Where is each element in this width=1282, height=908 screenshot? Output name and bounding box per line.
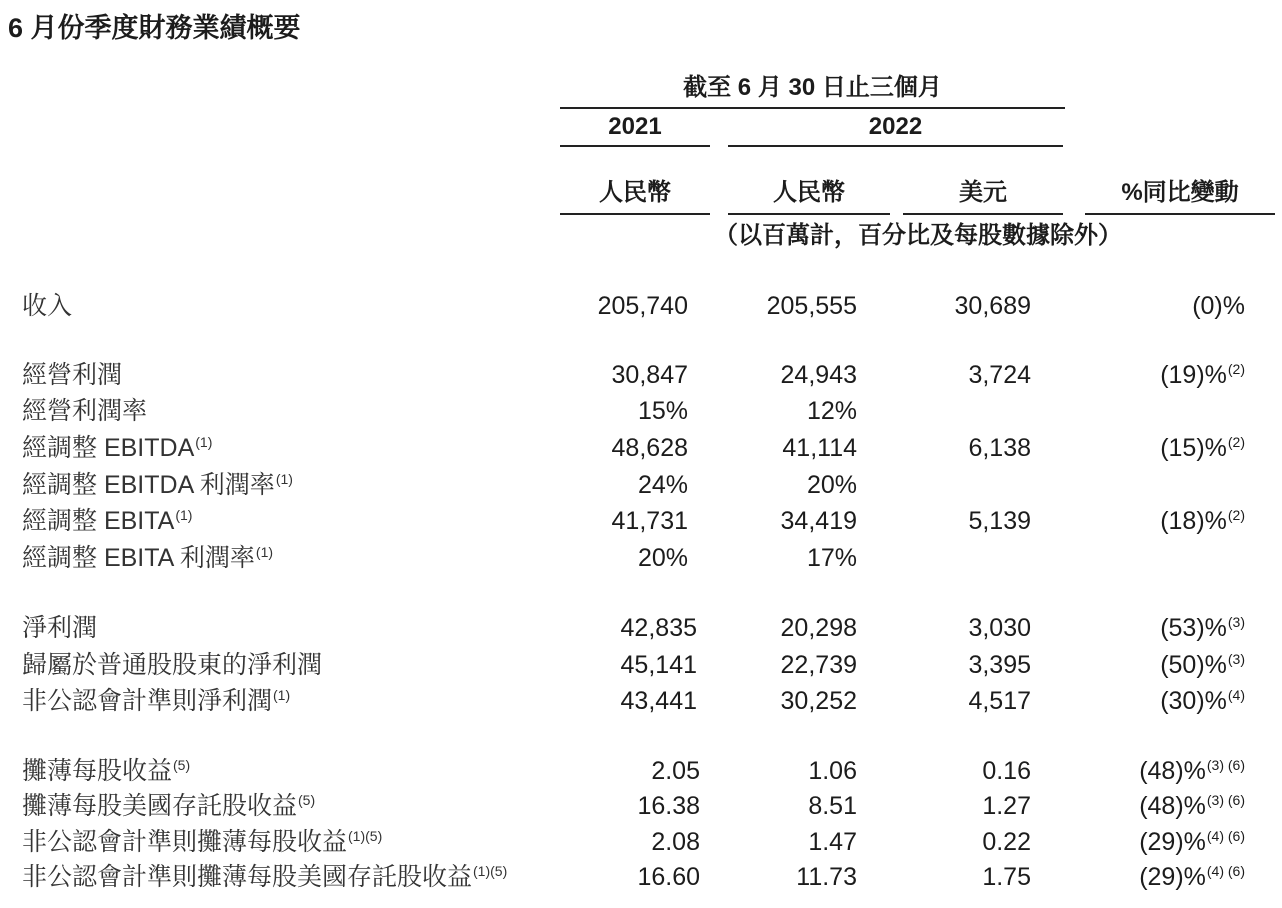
yoy-change	[1160, 507, 1245, 535]
value-2022-rmb: 30,252	[780, 687, 857, 715]
table-row-operating-margin	[0, 397, 1282, 425]
value-2022-rmb: 12%	[806, 397, 857, 425]
value-2022-rmb: 20%	[806, 471, 857, 499]
row-label	[22, 471, 293, 499]
yoy-change	[1139, 757, 1245, 785]
currency-2021-header: 人民幣	[599, 179, 671, 206]
value-2022-usd: 3,395	[968, 651, 1031, 679]
row-label-text: 歸屬於普通股股東的淨利潤	[22, 651, 323, 679]
year-2021-divider	[560, 145, 710, 147]
yoy-footnote: (4) (6)	[1206, 828, 1245, 844]
row-label-text: 經調整 EBITDA 利潤率	[22, 471, 275, 499]
yoy-change	[1160, 614, 1245, 642]
row-label	[22, 544, 273, 572]
row-label	[22, 292, 72, 320]
value-2021-rmb: 2.05	[651, 757, 700, 785]
currency-divider	[728, 213, 890, 215]
yoy-change	[1160, 651, 1245, 679]
unit-note: （以百萬計，百分比及每股數據除外）	[714, 222, 1122, 249]
yoy-change	[1160, 361, 1245, 389]
value-2022-rmb: 41,114	[782, 434, 857, 462]
row-label-footnote: (1)	[175, 507, 193, 523]
yoy-footnote: (2)	[1227, 361, 1245, 377]
row-label-text: 淨利潤	[22, 614, 98, 642]
value-2022-usd: 30,689	[954, 292, 1031, 320]
currency-divider	[1085, 213, 1275, 215]
value-2021-rmb: 205,740	[597, 292, 688, 320]
year-2021-header: 2021	[608, 113, 662, 140]
yoy-change	[1160, 434, 1245, 462]
row-label	[22, 507, 192, 535]
row-label-footnote: (1)	[275, 471, 293, 487]
row-label	[22, 863, 507, 891]
value-2021-rmb: 20%	[637, 544, 688, 572]
yoy-change	[1160, 687, 1245, 715]
row-label	[22, 614, 97, 642]
year-2022-header: 2022	[868, 113, 923, 140]
value-2022-usd: 1.75	[982, 863, 1031, 891]
row-label-footnote: (1)(5)	[473, 863, 508, 879]
value-2022-rmb: 20,298	[780, 614, 857, 642]
yoy-change	[1139, 828, 1245, 856]
period-header: 截至 6 月 30 日止三個月	[683, 74, 942, 101]
table-row-diluted-eps-per-ads	[0, 792, 1282, 820]
yoy-footnote: (3) (6)	[1206, 792, 1245, 808]
row-label-footnote: (1)	[255, 544, 274, 560]
value-2022-rmb: 22,739	[780, 651, 857, 679]
yoy-change-value: (18)%	[1160, 507, 1227, 535]
row-label-text: 經營利潤率	[22, 397, 148, 425]
row-label-text: 攤薄每股收益	[22, 757, 173, 785]
row-label-footnote: (1)	[273, 687, 291, 703]
value-2022-usd: 6,138	[968, 434, 1031, 462]
table-row-operating-income	[0, 361, 1282, 389]
row-label-text: 攤薄每股美國存託股收益	[22, 792, 298, 820]
table-row-diluted-eps	[0, 757, 1282, 785]
row-label-text: 經營利潤	[22, 361, 123, 389]
value-2022-usd: 3,030	[968, 614, 1031, 642]
value-2021-rmb: 16.38	[637, 792, 700, 820]
value-2021-rmb: 15%	[637, 397, 688, 425]
row-label-footnote: (1)	[195, 434, 213, 450]
row-label	[22, 651, 322, 679]
table-row-non-gaap-net-income	[0, 687, 1282, 715]
value-2022-usd: 3,724	[968, 361, 1031, 389]
value-2022-rmb: 17%	[806, 544, 857, 572]
value-2021-rmb: 41,731	[611, 507, 688, 535]
year-2022-divider	[728, 145, 1063, 147]
yoy-change-value: (48)%	[1139, 757, 1206, 785]
yoy-change-value: (0)%	[1192, 292, 1245, 320]
yoy-footnote: (3)	[1227, 614, 1245, 630]
value-2022-rmb: 24,943	[780, 361, 857, 389]
currency-usd-header: 美元	[959, 179, 1007, 206]
row-label-text: 非公認會計準則攤薄每股收益	[22, 828, 348, 856]
row-label-footnote: (5)	[173, 757, 191, 773]
currency-divider	[903, 213, 1063, 215]
yoy-header: %同比變動	[1121, 179, 1239, 206]
yoy-change	[1139, 792, 1245, 820]
row-label	[22, 687, 290, 715]
yoy-change-value: (29)%	[1139, 863, 1206, 891]
yoy-footnote: (2)	[1227, 507, 1245, 523]
value-2022-rmb: 1.06	[808, 757, 857, 785]
yoy-footnote: (4) (6)	[1206, 863, 1245, 879]
value-2021-rmb: 42,835	[620, 614, 697, 642]
value-2021-rmb: 30,847	[611, 361, 688, 389]
yoy-footnote: (4)	[1227, 687, 1245, 703]
table-row-adjusted-ebita	[0, 507, 1282, 535]
yoy-change-value: (48)%	[1139, 792, 1206, 820]
row-label	[22, 434, 212, 462]
yoy-change	[1192, 292, 1245, 320]
yoy-change-value: (15)%	[1160, 434, 1227, 462]
value-2021-rmb: 43,441	[620, 687, 697, 715]
table-row-net-income-attributable	[0, 651, 1282, 679]
yoy-change-value: (53)%	[1160, 614, 1227, 642]
row-label	[22, 828, 382, 856]
row-label-footnote: (1)(5)	[348, 828, 383, 844]
table-row-non-gaap-diluted-eps	[0, 828, 1282, 856]
table-row-adjusted-ebitda	[0, 434, 1282, 462]
value-2022-rmb: 11.73	[796, 863, 857, 891]
value-2021-rmb: 16.60	[637, 863, 700, 891]
yoy-change-value: (19)%	[1160, 361, 1227, 389]
value-2021-rmb: 24%	[637, 471, 688, 499]
value-2022-rmb: 205,555	[766, 292, 857, 320]
row-label-text: 經調整 EBITA	[22, 507, 175, 535]
value-2022-usd: 4,517	[968, 687, 1031, 715]
yoy-footnote: (3) (6)	[1206, 757, 1245, 773]
yoy-footnote: (2)	[1227, 434, 1245, 450]
yoy-change	[1139, 863, 1245, 891]
yoy-change-value: (30)%	[1160, 687, 1227, 715]
period-divider	[560, 107, 1065, 109]
value-2022-usd: 1.27	[982, 792, 1031, 820]
table-row-adjusted-ebitda-margin	[0, 471, 1282, 499]
table-row-revenue	[0, 292, 1282, 320]
row-label	[22, 757, 190, 785]
row-label	[22, 792, 315, 820]
row-label-text: 收入	[22, 292, 73, 320]
value-2022-usd: 5,139	[968, 507, 1031, 535]
row-label-text: 非公認會計準則攤薄每股美國存託股收益	[22, 863, 473, 891]
table-row-net-income	[0, 614, 1282, 642]
value-2022-usd: 0.22	[982, 828, 1031, 856]
value-2022-usd: 0.16	[982, 757, 1031, 785]
table-row-non-gaap-diluted-eps-per-ads	[0, 863, 1282, 891]
row-label-text: 經調整 EBITA 利潤率	[22, 544, 255, 572]
value-2022-rmb: 1.47	[808, 828, 857, 856]
row-label	[22, 397, 147, 425]
currency-2022-header: 人民幣	[773, 179, 845, 206]
yoy-change-value: (29)%	[1139, 828, 1206, 856]
yoy-footnote: (3)	[1227, 651, 1245, 667]
row-label	[22, 361, 122, 389]
value-2021-rmb: 2.08	[651, 828, 700, 856]
row-label-text: 經調整 EBITDA	[22, 434, 195, 462]
currency-divider	[560, 213, 710, 215]
row-label-footnote: (5)	[298, 792, 316, 808]
table-row-adjusted-ebita-margin	[0, 544, 1282, 572]
value-2021-rmb: 45,141	[620, 651, 697, 679]
value-2021-rmb: 48,628	[611, 434, 688, 462]
yoy-change-value: (50)%	[1160, 651, 1227, 679]
value-2022-rmb: 34,419	[780, 507, 857, 535]
row-label-text: 非公認會計準則淨利潤	[22, 687, 273, 715]
page-title: 6 月份季度財務業績概要	[8, 13, 301, 43]
value-2022-rmb: 8.51	[808, 792, 857, 820]
